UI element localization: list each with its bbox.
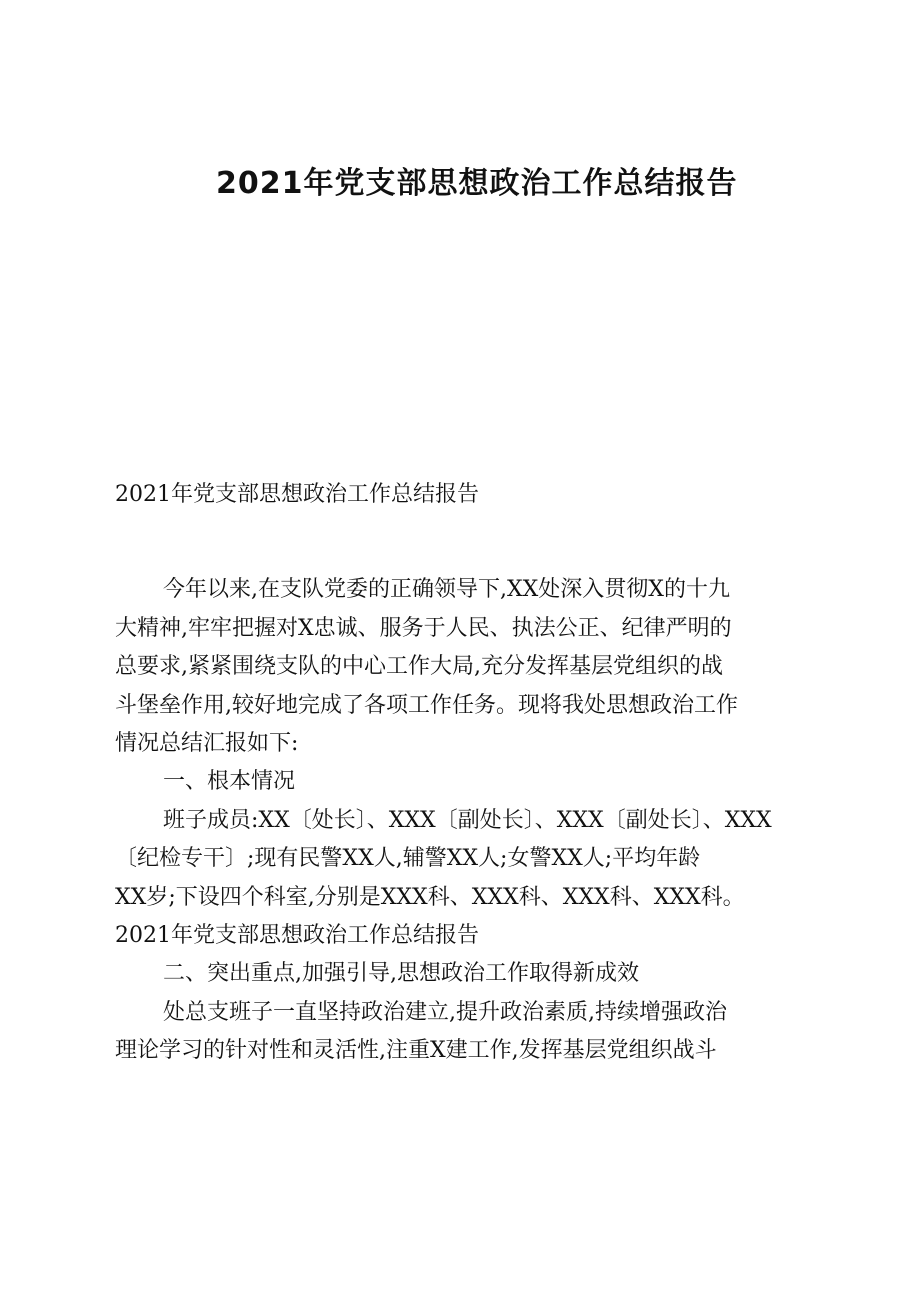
intro-line-3: 总要求,紧紧围绕支队的中心工作大局,充分发挥基层党组织的战 (115, 654, 723, 680)
intro-line-5: 情况总结汇报如下: (115, 730, 299, 756)
section-2-line-1: 处总支班子一直坚持政治建立,提升政治素质,持续增强政治 (163, 999, 727, 1025)
section-2-heading: 二、突出重点,加强引导,思想政治工作取得新成效 (163, 961, 639, 987)
document-title: 2021年党支部思想政治工作总结报告 (216, 166, 738, 201)
repeated-title-line-2: 2021年党支部思想政治工作总结报告 (115, 922, 479, 948)
intro-line-1: 今年以来,在支队党委的正确领导下,XX处深入贯彻X的十九 (163, 577, 730, 603)
document-body (115, 476, 805, 1070)
section-1-line-2: 〔纪检专干〕;现有民警XX人,辅警XX人;女警XX人;平均年龄 (115, 846, 701, 872)
intro-line-4: 斗堡垒作用,较好地完成了各项工作任务。现将我处思想政治工作 (115, 692, 738, 718)
paragraph-gap (115, 514, 805, 571)
intro-line-2: 大精神,牢牢把握对X忠诚、服务于人民、执法公正、纪律严明的 (115, 615, 732, 641)
repeated-title-line: 2021年党支部思想政治工作总结报告 (115, 482, 479, 507)
section-2-line-2: 理论学习的针对性和灵活性,注重X建工作,发挥基层党组织战斗 (115, 1038, 717, 1064)
section-1-line-1: 班子成员:XX〔处长〕、XXX〔副处长〕、XXX〔副处长〕、XXX (163, 807, 772, 833)
section-1-line-3: XX岁;下设四个科室,分别是XXX科、XXX科、XXX科、XXX科。 (115, 884, 745, 910)
section-1-heading: 一、根本情况 (163, 769, 296, 795)
